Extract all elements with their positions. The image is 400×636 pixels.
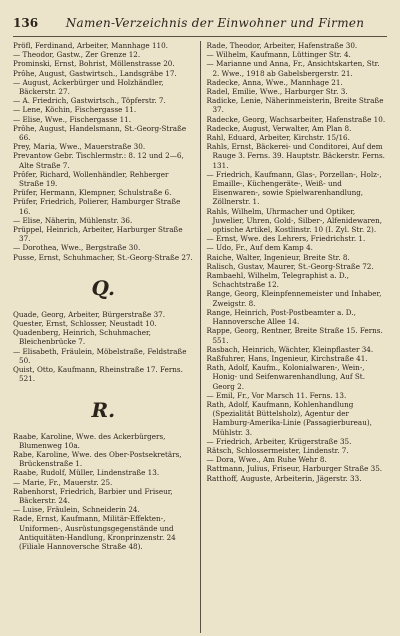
directory-entry: — Theodor, Gastw., Zer Grenze 12. [13,50,141,60]
directory-entry: Rath, Adolf, Kaufmann, Kohlenhandlung (Spezialität Büttelsholz), Agentur der Hamburg-Amerika-Linie (Passagierbureau), Mühlstr. 3. [206,399,372,437]
directory-entry: — August, Ackerbürger und Holzhändler, Bäckerstr. 27. [13,77,164,97]
directory-entry: — Friedrich, Arbeiter, Krügerstraße 35. [206,436,352,446]
directory-entry: — Ernst, Wwe. des Lehrers, Friedrichstr. 1. [206,234,366,244]
directory-entry: Rappe, Georg, Rentner, Breite Straße 15. Ferns. 551. [206,326,383,345]
left-entries [13,41,194,262]
directory-entry: Radel, Emilie, Wwe., Harburger Str. 3. [206,87,348,97]
directory-entry: — Lene, Köchin, Fischergasse 11. [13,105,137,115]
directory-entry: — Emil, Fr., Vor Marsch 11. Ferns. 13. [206,390,347,400]
directory-entry: Raßfuhrer, Hans, Ingenieur, Kirchstraße 41. [206,353,368,363]
section-letter-q: Q. [91,275,115,300]
page-number: 136 [13,16,39,30]
directory-entry: Prüppel, Heinrich, Arbeiter, Harburger Straße 37. [13,225,183,244]
directory-entry: — Marie, Fr., Mauerstr. 25. [13,477,113,487]
directory-entry: — Elise, Näherin, Mühlenstr. 36. [13,215,133,225]
directory-entry: Radecke, August, Verwalter, Am Plan 8. [206,123,352,133]
section-letter-r: R. [91,397,116,422]
directory-entry: Prüfer, Friedrich, Polierer, Hamburger Straße 16. [13,197,181,216]
directory-columns [13,41,387,633]
directory-entry: Rahl, Eduard, Arbeiter, Kirchstr. 15/16. [206,133,350,143]
directory-entry: Rahls, Wilhelm, Uhrmacher und Optiker, Juwelier, Uhren, Gold-, Silber-, Alfenidewaren, optische Artikel, Kostlinstr. 10 (I. Zyl. Str. 2). [206,206,383,235]
directory-entry: Rade, Theodor, Arbeiter, Hafenstraße 30. [206,41,358,50]
directory-entry: Raabe, Rudolf, Müller, Lindenstraße 13. [13,468,160,478]
directory-entry: — Udo, Fr., Auf dem Kamp 4. [206,243,313,253]
directory-entry: — Luise, Fräulein, Schneiderin 24. [13,505,140,515]
directory-entry: Rattmann, Julius, Friseur, Harburger Straße 35. [206,464,383,474]
directory-entry: — Elise, Wwe., Fischergasse 11. [13,114,132,124]
directory-entry: Quadenberg, Heinrich, Schuhmacher, Bleichenbrücke 7. [13,328,151,347]
directory-entry: Prôhe, August, Gastwirtsch., Landsgräbe 17. [13,68,177,78]
directory-entry: Range, Georg, Kleinpfennemeister und Inhaber, Zweigstr. 8. [206,289,382,308]
directory-entry: Quester, Ernst, Schlosser, Neustadt 10. [13,319,157,329]
right-column [200,41,387,633]
directory-entry: — A. Friedrich, Gastwirtsch., Töpferstr. 7. [13,96,166,106]
r-entries [13,432,194,552]
directory-entry: Prey, Maria, Wwe., Mauerstraße 30. [13,142,146,152]
right-entries [206,41,387,483]
directory-entry: Quist, Otto, Kaufmann, Rheinstraße 17. Ferns. 521. [13,365,183,384]
directory-entry: Rade, Ernst, Kaufmann, Militär-Effekten-, Uniformen-, Ausrüstungsgegenstände und Antiquitäten-Handlung, Kronprinzenstr. 24 (Filiale Hannoversche Straße 48). [13,514,176,551]
directory-entry: — Marianne und Anna, Fr., Ansichtskarten, Str. 2. Wwe., 1918 ab Gabelsbergerstr. 21. [206,59,380,78]
directory-entry: — Dorothea, Wwe., Bergstraße 30. [13,243,141,253]
left-column [13,41,200,633]
directory-entry: Pröfl, Ferdinand, Arbeiter, Mannhage 110. [13,41,168,50]
directory-entry: Radicke, Lenie, Näherinmeisterin, Breite Straße 37. [206,96,384,115]
page-header [13,16,387,37]
directory-entry: Pusse, Ernst, Schuhmacher, St.-Georg-Straße 27. [13,252,193,262]
directory-entry: Prevantow Gebr. Tischlermstr.: 8. 12 und 2—6, Alte Straße 7. [13,151,184,170]
directory-entry: Prôfer, Richard, Wollenhändler, Rehberger Straße 19. [13,169,169,189]
directory-entry: Prüfer, Hermann, Klempner, Schulstraße 6. [13,188,172,198]
directory-entry: Raabe, Karoline, Wwe. des Ackerbürgers, Blumenweg 10a. [13,431,166,450]
directory-entry: Prominski, Ernst, Bohrist, Möllenstrasse 20. [13,59,175,69]
directory-entry: Rahls, Ernst, Bäckerei- und Conditorei, Auf dem Rauge 3. Ferns. 39. Hauptstr. Bäckerstr. Ferns. 131. [206,142,385,170]
directory-entry: Ratthoff, Auguste, Arbeiterin, Jägerstr. 33. [206,473,362,483]
directory-entry: Rasbach, Heinrich, Wächter, Kleinpflaster 34. [206,344,374,354]
directory-entry: Radecke, Anna, Wwe., Mannhage 21. [206,77,343,87]
directory-entry: — Friedrich, Kaufmann, Glas-, Porzellan-, Holz-, Emaille-, Küchengeräte-, Weiß- und Eisenwaren-, sowie Spielwarenhandlung, Zöllnerstr. 1. [206,169,382,207]
directory-entry: Quade, Georg, Arbeiter, Bürgerstraße 37. [13,309,165,319]
directory-entry: — Dora, Wwe., Am Ruhe Wehr 8. [206,455,327,465]
directory-entry: Radecke, Georg, Wachsarbeiter, Hafenstraße 10. [206,114,386,124]
directory-entry: Rabenhorst, Friedrich, Barbier und Friseur, Bäckerstr. 24. [13,486,173,505]
directory-entry: Rambaehl, Wilhelm, Telegraphist a. D., Schachtstraße 12. [206,271,349,290]
directory-entry: Range, Heinrich, Post-Postbeamter a. D., Hannoversche Allee 14. [206,307,356,327]
directory-entry: Rätsch, Schlossermeister, Lindenstr. 7. [206,445,349,455]
q-entries [13,310,194,384]
directory-entry: — Elisabeth, Fräulein, Möbelstraße, Feldstraße 50. [13,346,187,365]
directory-entry: Ralisch, Gustav, Maurer, St.-Georg-Straße 72. [206,261,374,271]
directory-entry: Raiche, Walter, Ingenieur, Breite Str. 8. [206,252,350,262]
directory-entry: — Wilhelm, Kaufmann, Lüttinger Str. 4. [206,50,351,60]
running-title: Namen-Verzeichnis der Einwohner und Firmen [65,16,365,30]
directory-entry: Rath, Adolf, Kaufm., Kolonialwaren-, Wein-, Honig- und Seifenwarenhandlung, Auf St. Georg 2. [206,363,365,391]
directory-entry: Prôhe, August, Handelsmann, St.-Georg-Straße 66. [13,123,187,143]
directory-entry: Rabe, Karoline, Wwe. des Ober-Postsekretärs, Brückenstraße 1. [13,449,182,469]
